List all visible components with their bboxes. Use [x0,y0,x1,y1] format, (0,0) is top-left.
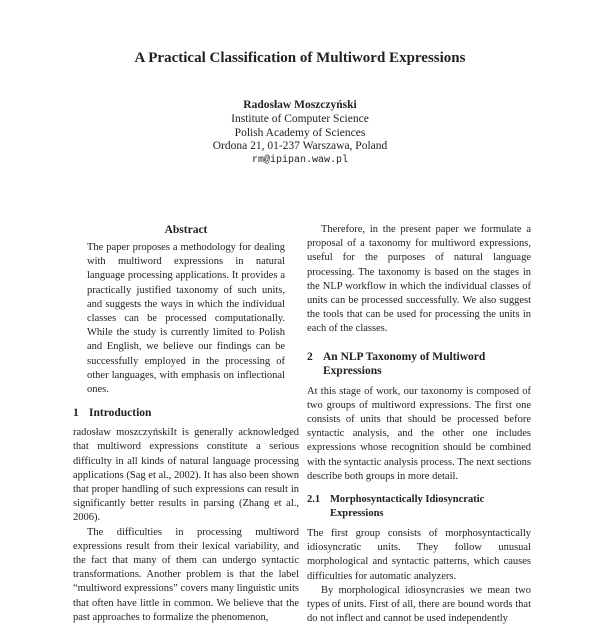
paper-title: A Practical Classification of Multiword Expressions [134,50,466,66]
author-block [0,99,600,168]
section-2-1-title: Morphosyntactically Idiosyncratic Expressions [330,494,485,520]
section-2-heading [307,350,531,378]
author-address: Ordona 21, 01-237 Warszawa, Poland [212,140,388,153]
right-intro-paragraph: Therefore, in the present paper we formulate a proposal of a taxonomy for multiword expressions, useful for the purposes of natural language processing. The taxonomy is based on the stages in the NLP workflow in which the individual classes of units can be processed successfully. We also suggest the tools that can be used for processing the units in each of the classes. [307,224,531,335]
author-email: rm@ipipan.waw.pl [251,155,348,167]
section-1-paragraph-2: The difficulties in processing multiword expressions result from their lexical variability, and the fact that many of them can undergo syntactic transformations. Another problem is that the label “multiword expressions” covers many linguistic units that often have little in common. We believe that the past approaches to formalize the phenomenon, [73,526,299,623]
section-1-paragraph-1: radosław moszczyńskiIt is generally acknowledged that multiword expressions constitute a serious difficulty in all kinds of natural language processing applications (Sag et al., 2002). It has also been shown that proper handling of such expressions can result in significantly better results in parsing (Zhang et al., 2006). [73,427,299,524]
author-name: Radosław Moszczyński [243,99,357,111]
section-1-heading [73,406,299,420]
section-2-1-paragraph-2: By morphological idiosyncrasies we mean two types of units. First of all, there are bound words that do not inflect and cannot be used independently [307,584,531,625]
section-2-1-heading [307,493,531,521]
section-2-1-number: 2.1 [307,494,321,506]
section-2-number: 2 [307,350,313,363]
section-1-title: Introduction [89,407,152,420]
section-1-number: 1 [73,407,79,420]
author-affiliation-2: Polish Academy of Sciences [234,126,366,139]
left-column [73,223,299,625]
section-2-title: An NLP Taxonomy of Multiword Expressions [323,350,486,377]
section-2-paragraph-1: At this stage of work, our taxonomy is composed of two groups of multiword expressions. The first one consists of units that should be processed before syntactic analysis, and the other one includes expressions whose recognition should be combined with the syntactic analysis process. The next sections describe both groups in more detail. [307,385,531,482]
abstract-text: The paper proposes a methodology for dealing with multiword expressions in natural language processing applications. It provides a practically justified taxonomy of such units, and suggests the ways in which the individual classes can be processed computationally. While the study is currently limited to Polish and English, we believe our findings can be successfully employed in the processing of other languages, with emphasis on inflectional ones. [87,242,285,396]
right-column [307,223,531,626]
author-affiliation-1: Institute of Computer Science [231,112,369,125]
section-2-1-paragraph-1: The first group consists of morphosyntactically idiosyncratic units. They follow unusual morphological and syntactic patterns, which causes difficulties for automatic analyzers. [307,528,531,582]
abstract-heading: Abstract [164,224,208,236]
